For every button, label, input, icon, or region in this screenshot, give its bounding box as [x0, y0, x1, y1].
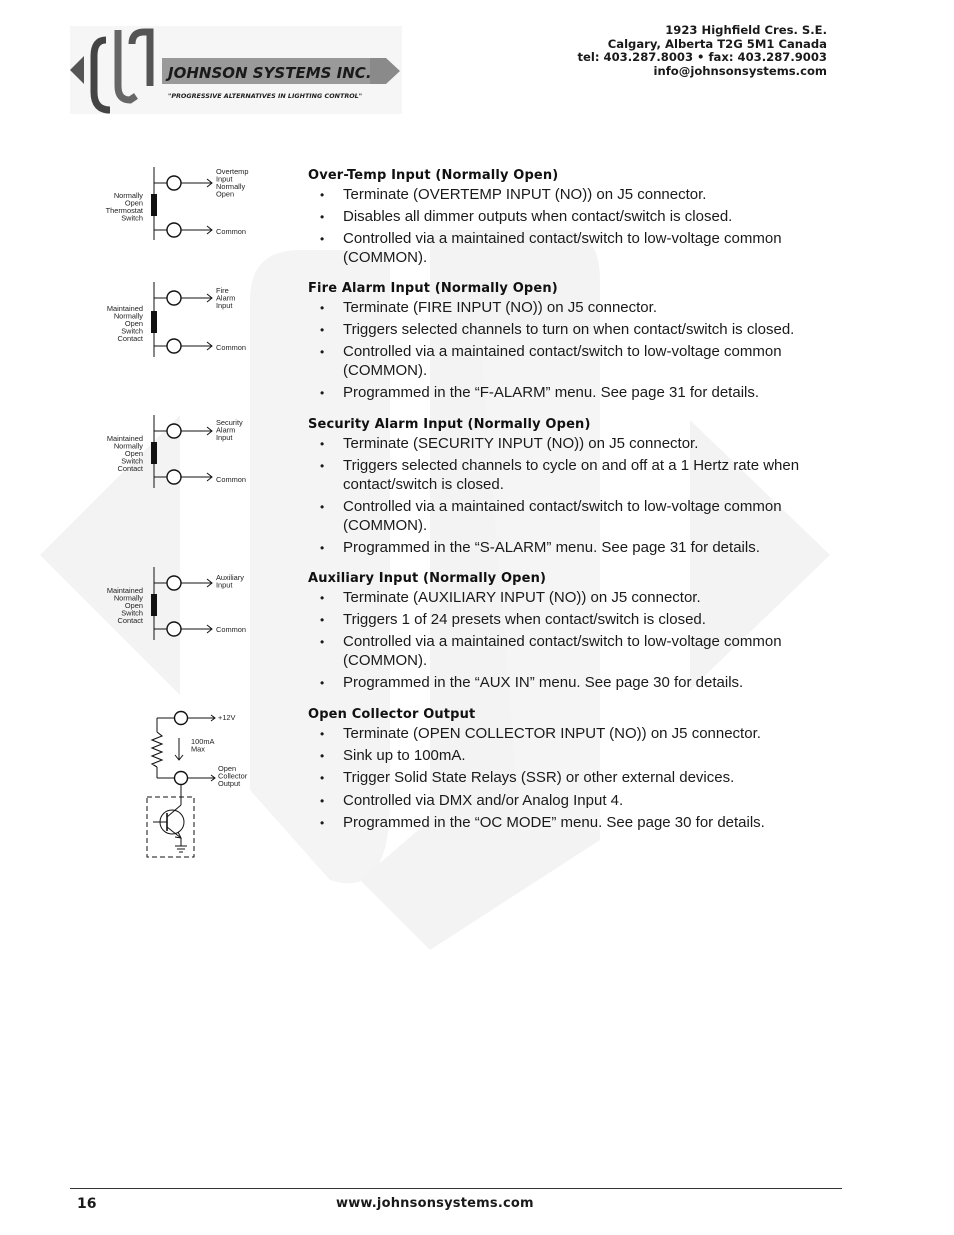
section-title: Open Collector Output	[308, 707, 476, 722]
switch-label-line: Contact	[117, 616, 143, 625]
common-label: Common	[216, 625, 246, 634]
switch-contact	[151, 442, 157, 464]
common-label: Common	[216, 475, 246, 484]
address-street: 1923 Highfield Cres. S.E.	[665, 23, 827, 37]
switch-contact	[151, 311, 157, 333]
switch-label-line: Maintained	[106, 586, 143, 595]
output-label-line: Open	[218, 764, 237, 773]
overtemp-wiring-diagram	[95, 165, 265, 245]
switch-contact	[151, 594, 157, 616]
johnson-systems-logo	[70, 26, 402, 114]
section-title: Security Alarm Input (Normally Open)	[308, 417, 591, 432]
switch-label-line: Contact	[117, 334, 143, 343]
bullet-item: • Triggers selected channels to cycle on and off at a 1 Hertz rate when contact/switch is closed.	[308, 457, 848, 494]
switch-label-line: Normally	[113, 441, 143, 451]
section-fire-alarm-input	[308, 281, 848, 407]
bullet-list	[308, 589, 848, 693]
resistor-symbol	[152, 732, 162, 767]
bullet-item: • Terminate (OPEN COLLECTOR INPUT (NO)) on J5 connector.	[308, 725, 848, 744]
input-label-line: Input	[216, 174, 233, 184]
switch-label-line: Open	[124, 319, 143, 328]
switch-label-line: Switch	[121, 326, 143, 336]
bullet-item: • Terminate (OVERTEMP INPUT (NO)) on J5 connector.	[308, 186, 848, 205]
common-label: Common	[216, 227, 246, 236]
switch-label-line: Normally	[113, 191, 143, 200]
section-title: Over-Temp Input (Normally Open)	[308, 168, 559, 183]
input-label-line: Overtemp	[216, 167, 249, 176]
open-collector-wiring-diagram	[140, 705, 270, 865]
bullet-item: • Sink up to 100mA.	[308, 747, 848, 766]
bullet-item: • Triggers selected channels to turn on when contact/switch is closed.	[308, 321, 848, 340]
input-terminal	[167, 291, 181, 305]
switch-label-line: Open	[124, 601, 143, 610]
switch-contact	[151, 194, 157, 216]
auxiliary-wiring-diagram	[95, 565, 265, 645]
current-label-line: 100mA	[191, 737, 215, 746]
input-label-line: Security	[216, 418, 243, 427]
switch-label-line: Normally	[113, 593, 143, 603]
company-tagline: "PROGRESSIVE ALTERNATIVES IN LIGHTING CONTROL"	[168, 92, 363, 100]
bullet-item: • Controlled via a maintained contact/switch to low-voltage common (COMMON).	[308, 343, 848, 380]
input-label-line: Alarm	[216, 425, 236, 435]
bullet-item: • Trigger Solid State Relays (SSR) or other external devices.	[308, 769, 848, 788]
input-label-line: Normally	[216, 182, 246, 191]
bullet-item: • Controlled via a maintained contact/switch to low-voltage common (COMMON).	[308, 230, 848, 267]
switch-label-line: Contact	[117, 464, 143, 473]
common-terminal	[167, 223, 181, 237]
switch-label-line: Maintained	[106, 304, 143, 313]
output-label-line: Output	[218, 779, 241, 788]
input-label-line: Auxiliary	[216, 573, 244, 582]
common-label: Common	[216, 343, 246, 352]
common-terminal	[167, 470, 181, 484]
bullet-item: • Terminate (AUXILIARY INPUT (NO)) on J5 connector.	[308, 589, 848, 608]
input-label-line: Fire	[216, 286, 229, 295]
section-auxiliary-input	[308, 571, 848, 697]
footer-website-link[interactable]: www.johnsonsystems.com	[336, 1196, 534, 1211]
page-number: 16	[77, 1196, 97, 1212]
bullet-item: • Disables all dimmer outputs when contact/switch is closed.	[308, 208, 848, 227]
supply-label: +12V	[218, 713, 236, 722]
bullet-list	[308, 186, 848, 268]
switch-label-line: Thermostat	[105, 206, 143, 215]
switch-label-line: Open	[124, 198, 143, 208]
input-label-line: Open	[216, 189, 235, 199]
company-address	[577, 24, 827, 78]
section-overtemp-input	[308, 168, 848, 271]
section-title: Fire Alarm Input (Normally Open)	[308, 281, 558, 296]
current-label-line: Max	[191, 744, 205, 754]
bullet-item: • Terminate (SECURITY INPUT (NO)) on J5 connector.	[308, 435, 848, 454]
bullet-item: • Programmed in the “S-ALARM” menu. See page 31 for details.	[308, 539, 848, 558]
bullet-list	[308, 299, 848, 403]
address-city: Calgary, Alberta T2G 5M1 Canada	[607, 36, 827, 51]
bullet-list	[308, 725, 848, 833]
fire-alarm-wiring-diagram	[95, 280, 265, 360]
switch-label-line: Normally	[113, 311, 143, 321]
supply-terminal	[175, 712, 188, 725]
section-security-alarm-input	[308, 417, 848, 561]
switch-label-line: Switch	[121, 456, 143, 466]
section-title: Auxiliary Input (Normally Open)	[308, 571, 547, 586]
input-terminal	[167, 176, 181, 190]
transistor-enclosure	[147, 797, 194, 857]
input-label-line: Input	[216, 580, 233, 590]
bullet-item: • Terminate (FIRE INPUT (NO)) on J5 connector.	[308, 299, 848, 318]
company-name: JOHNSON SYSTEMS INC.	[168, 64, 372, 82]
input-terminal	[167, 576, 181, 590]
bullet-item: • Programmed in the “OC MODE” menu. See page 30 for details.	[308, 814, 848, 833]
output-terminal	[175, 772, 188, 785]
input-label-line: Input	[216, 433, 233, 442]
security-alarm-wiring-diagram	[95, 413, 265, 493]
switch-label-line: Open	[124, 449, 143, 458]
bullet-item: • Controlled via a maintained contact/switch to low-voltage common (COMMON).	[308, 633, 848, 670]
bullet-item: • Controlled via a maintained contact/switch to low-voltage common (COMMON).	[308, 498, 848, 535]
address-phone-fax: tel: 403.287.8003 • fax: 403.287.9003	[577, 50, 827, 65]
input-label-line: Alarm	[216, 293, 236, 303]
section-open-collector-output	[308, 707, 848, 836]
bullet-list	[308, 435, 848, 558]
bullet-item: • Triggers 1 of 24 presets when contact/switch is closed.	[308, 611, 848, 630]
switch-label-line: Switch	[121, 608, 143, 618]
common-terminal	[167, 622, 181, 636]
common-terminal	[167, 339, 181, 353]
bullet-item: • Controlled via DMX and/or Analog Input 4.	[308, 792, 848, 811]
output-label-line: Collector	[218, 771, 248, 781]
input-label-line: Input	[216, 301, 233, 310]
bullet-item: • Programmed in the “F-ALARM” menu. See page 31 for details.	[308, 384, 848, 403]
address-email: info@johnsonsystems.com	[653, 63, 827, 78]
switch-label-line: Switch	[121, 213, 143, 223]
input-terminal	[167, 424, 181, 438]
bullet-item: • Programmed in the “AUX IN” menu. See page 30 for details.	[308, 674, 848, 693]
footer-divider	[70, 1188, 842, 1189]
switch-label-line: Maintained	[106, 434, 143, 443]
